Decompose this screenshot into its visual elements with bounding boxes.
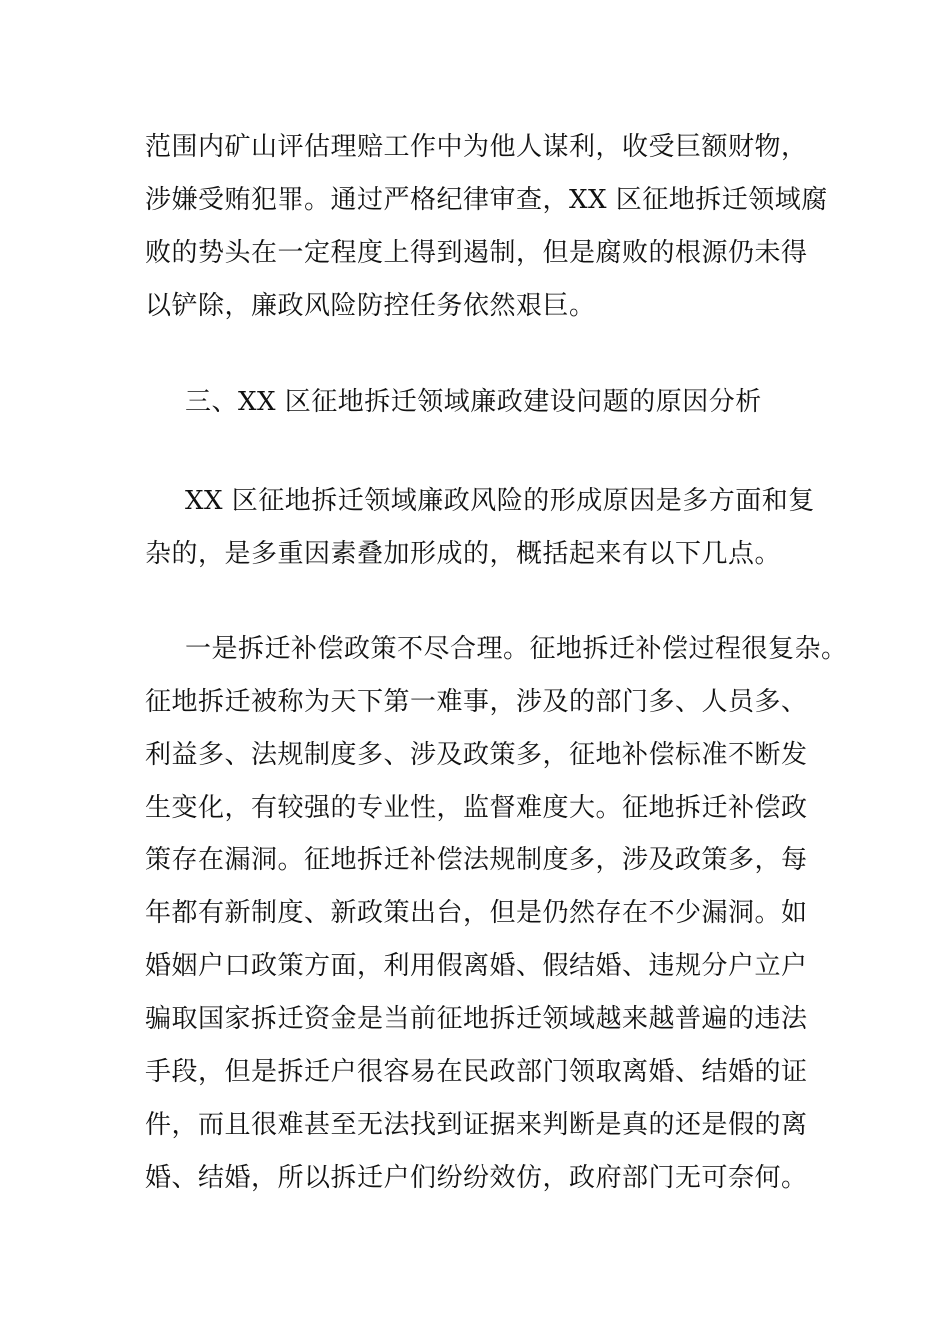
section-heading: 三、XX 区征地拆迁领域廉政建设问题的原因分析 bbox=[185, 387, 762, 417]
paragraph-1-line-4: 以铲除，廉政风险防控任务依然艰巨。 bbox=[145, 291, 596, 321]
paragraph-1-line-1: 范围内矿山评估理赔工作中为他人谋利，收受巨额财物， bbox=[145, 132, 808, 162]
paragraph-2-line-2: 杂的，是多重因素叠加形成的，概括起来有以下几点。 bbox=[145, 539, 782, 569]
paragraph-3-line-5: 策存在漏洞。征地拆迁补偿法规制度多，涉及政策多，每 bbox=[145, 845, 808, 875]
paragraph-3-line-2: 征地拆迁被称为天下第一难事，涉及的部门多、人员多、 bbox=[145, 687, 808, 717]
paragraph-3-line-10: 件，而且很难甚至无法找到证据来判断是真的还是假的离 bbox=[145, 1110, 808, 1140]
paragraph-3-line-11: 婚、结婚，所以拆迁户们纷纷效仿，政府部门无可奈何。 bbox=[145, 1163, 808, 1193]
paragraph-1-line-3: 败的势头在一定程度上得到遏制，但是腐败的根源仍未得 bbox=[145, 238, 808, 268]
paragraph-1-line-2: 涉嫌受贿犯罪。通过严格纪律审查，XX 区征地拆迁领域腐 bbox=[145, 185, 828, 215]
paragraph-3-line-1: 一是拆迁补偿政策不尽合理。征地拆迁补偿过程很复杂。 bbox=[185, 634, 848, 664]
paragraph-3-line-8: 骗取国家拆迁资金是当前征地拆迁领域越来越普遍的违法 bbox=[145, 1004, 808, 1034]
paragraph-3-line-7: 婚姻户口政策方面，利用假离婚、假结婚、违规分户立户 bbox=[145, 951, 808, 981]
paragraph-3-line-3: 利益多、法规制度多、涉及政策多，征地补偿标准不断发 bbox=[145, 740, 808, 770]
paragraph-3-line-6: 年都有新制度、新政策出台，但是仍然存在不少漏洞。如 bbox=[145, 898, 808, 928]
paragraph-3-line-4: 生变化，有较强的专业性，监督难度大。征地拆迁补偿政 bbox=[145, 793, 808, 823]
paragraph-2-line-1: XX 区征地拆迁领域廉政风险的形成原因是多方面和复 bbox=[185, 486, 815, 516]
paragraph-3-line-9: 手段，但是拆迁户很容易在民政部门领取离婚、结婚的证 bbox=[145, 1057, 808, 1087]
